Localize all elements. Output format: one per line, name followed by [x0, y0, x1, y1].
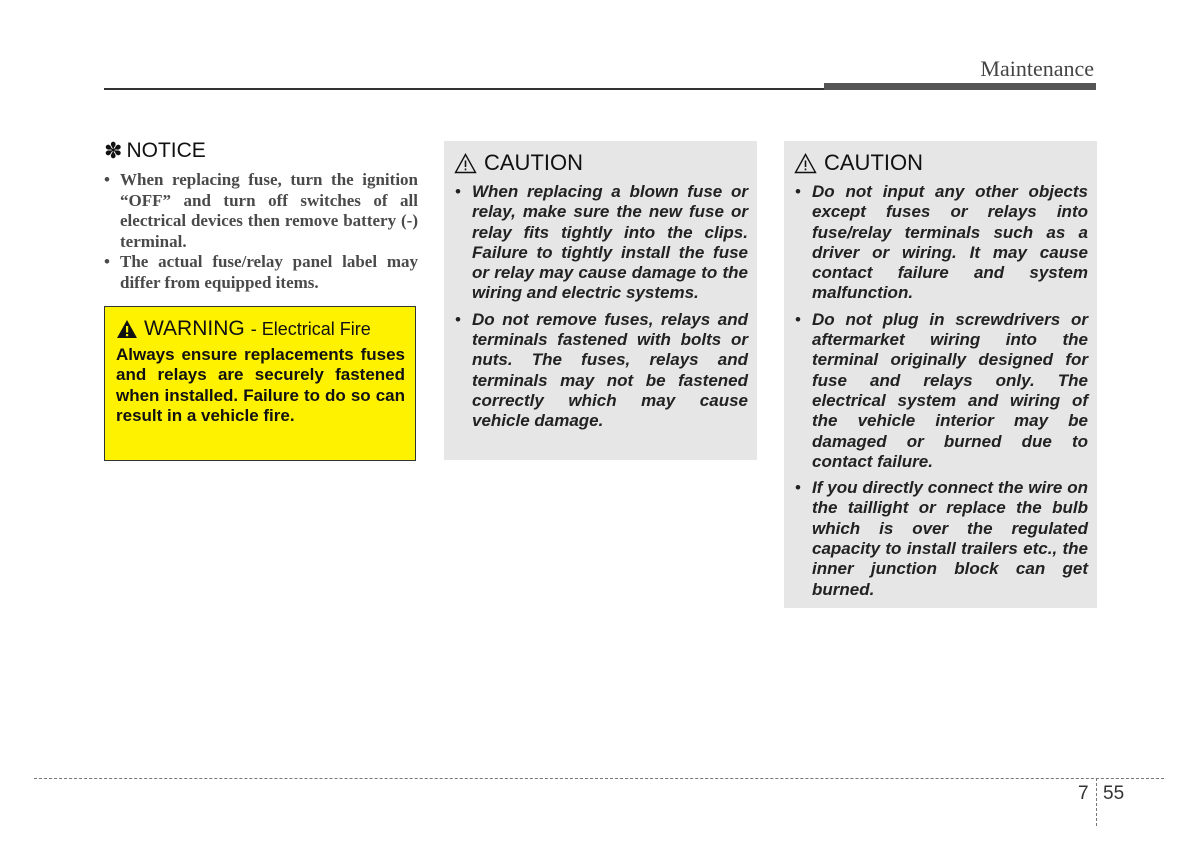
caution-item: • Do not remove fuses, relays and terminals fastened with bolts or nuts. The fuses, relays and terminals may not be fastened correctly which may cause vehicle damage. [454, 310, 748, 432]
caution-item: • When replacing a blown fuse or relay, make sure the new fuse or relay fits tightly into the clips. Failure to tightly install the fuse or relay may cause damage to the wiring and electric systems. [454, 182, 748, 304]
warning-heading [116, 317, 405, 341]
footer-divider [1096, 778, 1097, 826]
warning-subtitle: - Electrical Fire [250, 318, 371, 339]
warning-body: Always ensure replacements fuses and relays are securely fastened when installed. Failure to do so can result in a vehicle fire. [116, 345, 405, 425]
notice-title: NOTICE [126, 139, 206, 162]
notice-list [104, 170, 418, 293]
caution-label: CAUTION [824, 150, 923, 175]
caution-box-right [784, 141, 1097, 608]
caution-box-left [444, 141, 757, 460]
notice-item: • The actual fuse/relay panel label may differ from equipped items. [104, 252, 418, 293]
warning-triangle-icon [116, 319, 138, 339]
notice-section [104, 138, 418, 293]
warning-box [104, 306, 416, 461]
caution-item: • Do not plug in screwdrivers or aftermarket wiring into the terminal originally designed for fuse and relays only. The electrical system and wiring of the vehicle interior may be damaged or burned due to contact failure. [794, 310, 1088, 472]
caution-heading [794, 150, 1088, 176]
header-title: Maintenance [980, 56, 1094, 81]
footer-rule [34, 778, 1164, 779]
caution-list [794, 182, 1088, 600]
notice-heading [104, 138, 418, 164]
caution-item: • If you directly connect the wire on the taillight or replace the bulb which is over the regulated capacity to install trailers etc., the inner junction block can get burned. [794, 478, 1088, 600]
caution-triangle-icon [454, 153, 477, 174]
page-number: 55 [1103, 783, 1125, 804]
header-rule-accent [824, 83, 1096, 90]
caution-triangle-icon [794, 153, 817, 174]
warning-label: WARNING [144, 317, 245, 340]
caution-list [454, 182, 748, 432]
caution-item: • Do not input any other objects except fuses or relays into fuse/relay terminals such as a driver or wiring. It may cause contact failure and system malfunction. [794, 182, 1088, 304]
chapter-number: 7 [1078, 783, 1089, 804]
caution-heading [454, 150, 748, 176]
notice-item: • When replacing fuse, turn the ignition “OFF” and turn off switches of all electrical devices then remove battery (-) terminal. [104, 170, 418, 252]
notice-star-icon: ✽ [104, 138, 123, 163]
caution-label: CAUTION [484, 150, 583, 175]
